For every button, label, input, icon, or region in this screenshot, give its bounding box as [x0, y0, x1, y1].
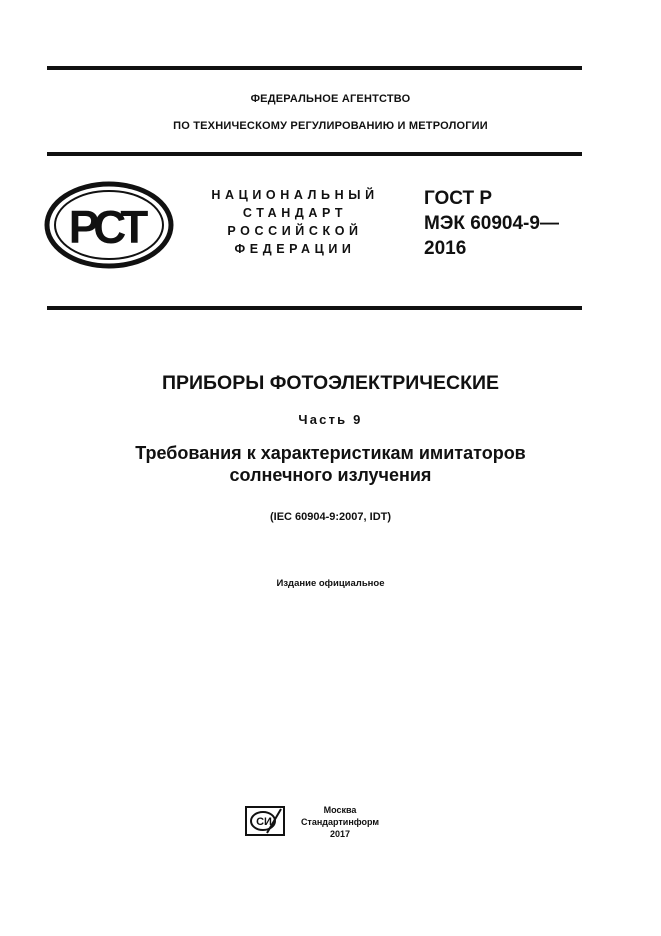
document-title: ПРИБОРЫ ФОТОЭЛЕКТРИЧЕСКИЕ: [162, 372, 499, 394]
national-standard-line-3: РОССИЙСКОЙ: [227, 224, 363, 238]
document-subtitle-line-2: солнечного излучения: [229, 465, 432, 485]
publisher-name: Стандартинформ: [300, 817, 380, 827]
rst-emblem-icon: [44, 180, 174, 270]
standartinform-logo-text: СИ: [256, 816, 272, 828]
national-standard-block: [200, 186, 390, 258]
document-identity: (IEC 60904-9:2007, IDT): [269, 511, 392, 523]
publisher-city: Москва: [323, 805, 357, 815]
national-standard-line-1: НАЦИОНАЛЬНЫЙ: [211, 188, 379, 202]
gost-line-3: 2016: [424, 238, 467, 259]
gost-line-2: МЭК 60904-9—: [424, 213, 559, 234]
middle-rule: [47, 306, 582, 310]
document-subtitle-line-1: Требования к характеристикам имитаторов: [135, 443, 526, 463]
document-part: Часть 9: [298, 412, 363, 427]
publisher-year: 2017: [329, 829, 351, 839]
gost-line-1: ГОСТ Р: [424, 188, 493, 209]
header-rule: [47, 152, 582, 156]
agency-line-1: ФЕДЕРАЛЬНОЕ АГЕНТСТВО: [250, 93, 411, 105]
national-standard-line-4: ФЕДЕРАЦИИ: [234, 242, 356, 256]
rst-emblem-text: РСТ: [68, 201, 144, 253]
edition-label: Издание официальное: [276, 578, 385, 589]
national-standard-line-2: СТАНДАРТ: [242, 206, 348, 220]
publisher-block: [295, 804, 385, 840]
gost-designation: [424, 186, 559, 261]
agency-line-2: ПО ТЕХНИЧЕСКОМУ РЕГУЛИРОВАНИЮ И МЕТРОЛОГИИ: [173, 120, 488, 132]
top-rule: [47, 66, 582, 70]
standartinform-logo-icon: [245, 806, 285, 836]
